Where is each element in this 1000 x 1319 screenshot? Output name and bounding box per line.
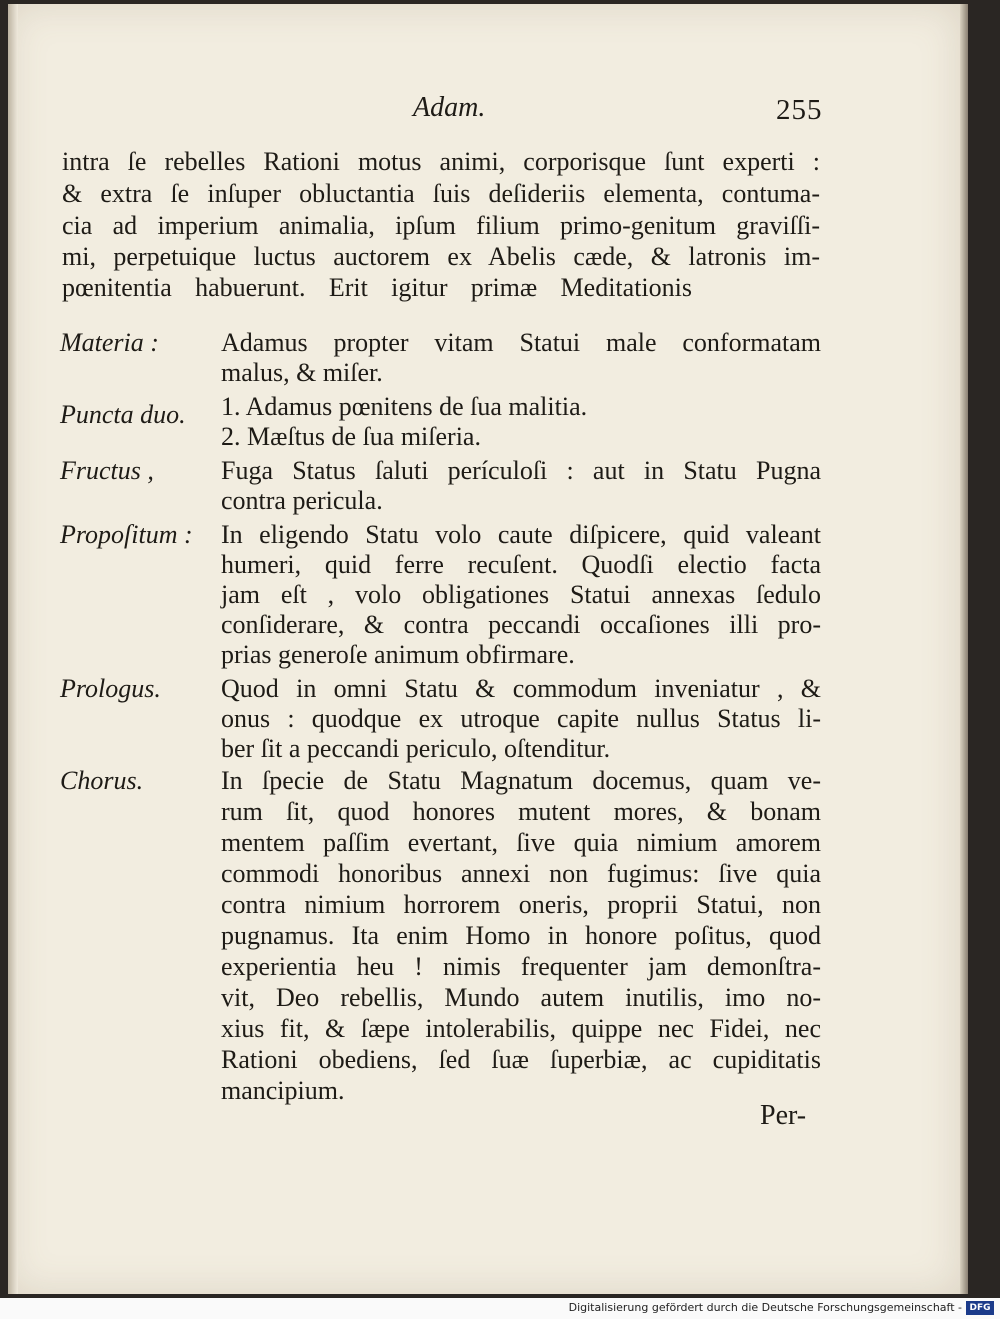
footer-bar [0, 1298, 1000, 1319]
section-line: jam eſt , volo obligationes Statui annexas ſedulo [221, 580, 821, 609]
intro-line: pœnitentia habuerunt. Erit igitur primæ Meditationis [62, 273, 692, 302]
intro-line: & extra ſe inſuper obluctantia ſuis deſideriis elementa, contuma- [62, 179, 820, 208]
section-line: rum ſit, quod honores mutent mores, & bonam [221, 797, 821, 826]
section-line: 1. Adamus pœnitens de ſua malitia. [221, 392, 588, 421]
section-label-chorus: Chorus. [60, 766, 144, 795]
section-label-fructus: Fructus , [60, 456, 154, 485]
section-label-propositum: Propoſitum : [60, 520, 193, 549]
section-line: Adamus propter vitam Statui male conformatam [221, 328, 821, 357]
section-line: humeri, quid ferre recuſent. Quodſi electio facta [221, 550, 821, 579]
section-line: contra nimium horrorem oneris, proprii Statui, non [221, 890, 821, 919]
section-line: contra pericula. [221, 486, 383, 515]
page-edge [960, 4, 968, 1294]
section-line: In eligendo Statu volo caute diſpicere, quid valeant [221, 520, 821, 549]
section-line: experientia heu ! nimis frequenter jam demonſtra- [221, 952, 821, 981]
section-line: commodi honoribus annexi non fugimus: ſive quia [221, 859, 821, 888]
section-line: onus : quodque ex utroque capite nullus Status li- [221, 704, 821, 733]
section-line: vit, Deo rebellis, Mundo autem inutilis, imo no- [221, 983, 821, 1012]
section-line: 2. Mæſtus de ſua miſeria. [221, 422, 481, 451]
page-spine [8, 4, 18, 1294]
book-page [8, 4, 960, 1294]
intro-line: intra ſe rebelles Rationi motus animi, corporisque ſunt experti : [62, 147, 820, 176]
section-line: In ſpecie de Statu Magnatum docemus, quam ve- [221, 766, 821, 795]
section-line: Quod in omni Statu & commodum inveniatur , & [221, 674, 821, 703]
intro-line: cia ad imperium animalia, ipſum filium primo-genitum graviſſi- [62, 211, 820, 240]
section-line: Fuga Status ſaluti perículoſi : aut in Statu Pugna [221, 456, 821, 485]
funding-credit: Digitalisierung gefördert durch die Deutsche Forschungsgemeinschaft - [568, 1301, 962, 1314]
section-label-materia: Materia : [60, 328, 159, 357]
section-line: prias generoſe animum obfirmare. [221, 640, 575, 669]
section-line: conſiderare, & contra peccandi occaſiones illi pro- [221, 610, 821, 639]
running-title: Adam. [413, 92, 486, 123]
section-label-prologus: Prologus. [60, 674, 161, 703]
section-line: mentem paſſim evertant, ſive quia nimium amorem [221, 828, 821, 857]
dfg-logo: DFG [966, 1301, 994, 1315]
intro-line: mi, perpetuique luctus auctorem ex Abelis cæde, & latronis im- [62, 242, 820, 271]
section-line: malus, & miſer. [221, 358, 383, 387]
section-line: mancipium. [221, 1076, 345, 1105]
catchword: Per- [760, 1100, 807, 1131]
section-label-puncta: Puncta duo. [60, 400, 186, 429]
page-number: 255 [776, 94, 823, 126]
section-line: ber ſit a peccandi periculo, oſtenditur. [221, 734, 611, 763]
section-line: pugnamus. Ita enim Homo in honore poſitus, quod [221, 921, 821, 950]
section-line: xius fit, & ſæpe intolerabilis, quippe nec Fidei, nec [221, 1014, 821, 1043]
section-line: Rationi obediens, ſed ſuæ ſuperbiæ, ac cupiditatis [221, 1045, 821, 1074]
